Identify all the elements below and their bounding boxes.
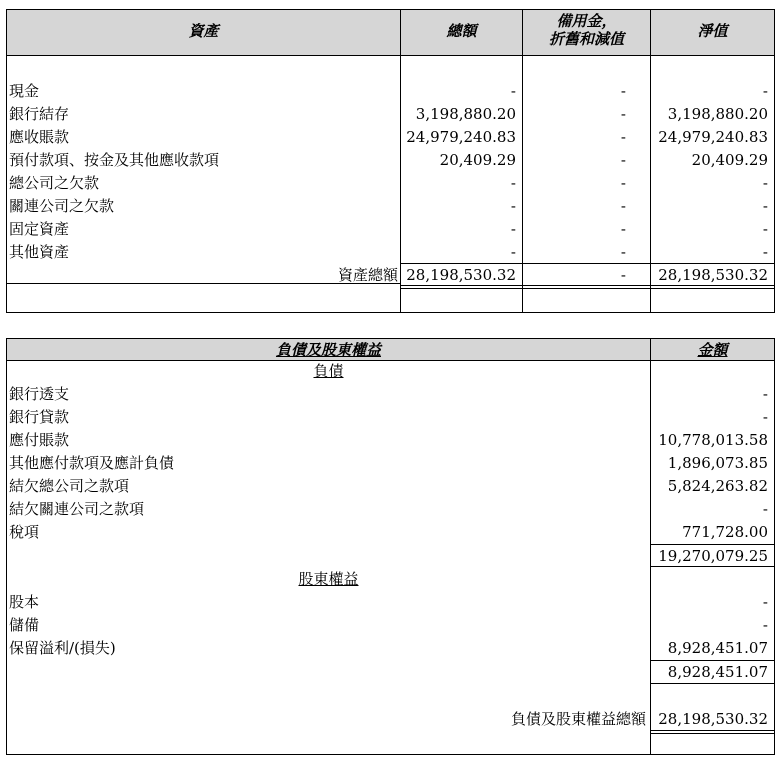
liability-amount: -	[762, 408, 768, 426]
asset-provision: -	[620, 174, 626, 192]
assets-total-label: 資產總額	[337, 266, 398, 284]
assets-total-gross: 28,198,530.32	[406, 266, 516, 284]
liability-label: 應付賬款	[9, 431, 70, 449]
asset-net: -	[762, 243, 768, 261]
asset-provision: -	[620, 197, 626, 215]
equity-label: 儲備	[9, 616, 40, 634]
equity-amount: -	[762, 616, 768, 634]
asset-net: 24,979,240.83	[658, 128, 768, 146]
liability-label: 銀行貸款	[9, 408, 70, 426]
assets-total-provision: -	[620, 266, 626, 284]
asset-gross: -	[510, 197, 516, 215]
asset-net: -	[762, 220, 768, 238]
liabilities-equity-total-label: 負債及股東權益總額	[510, 710, 646, 728]
liability-amount: -	[762, 385, 768, 403]
liabilities-header-amount: 金額	[697, 341, 728, 359]
assets-header-provision: 備用金， 折舊和減值	[548, 12, 624, 48]
liability-amount: 771,728.00	[682, 523, 768, 541]
asset-label: 預付款項、按金及其他應收款項	[9, 151, 220, 169]
assets-header-net: 淨值	[697, 22, 728, 40]
equity-amount: -	[762, 593, 768, 611]
asset-provision: -	[620, 105, 626, 123]
asset-gross: 24,979,240.83	[406, 128, 516, 146]
asset-net: -	[762, 174, 768, 192]
asset-label: 現金	[9, 82, 40, 100]
liabilities-section-title: 負債	[313, 362, 344, 380]
liability-label: 銀行透支	[9, 385, 70, 403]
assets-header-gross: 總額	[446, 22, 477, 40]
equity-label: 股本	[9, 593, 40, 611]
liability-label: 稅項	[9, 523, 40, 541]
liability-label: 其他應付款項及應計負債	[9, 454, 175, 472]
asset-net: -	[762, 82, 768, 100]
liability-amount: -	[762, 500, 768, 518]
asset-gross: 3,198,880.20	[415, 105, 516, 123]
asset-provision: -	[620, 220, 626, 238]
asset-label: 關連公司之欠款	[9, 197, 115, 215]
liability-label: 結欠總公司之款項	[9, 477, 130, 495]
asset-label: 銀行結存	[9, 105, 70, 123]
liabilities-header-item: 負債及股東權益	[275, 341, 381, 359]
asset-provision: -	[620, 243, 626, 261]
liabilities-equity-total-amount: 28,198,530.32	[658, 710, 768, 728]
asset-net: 20,409.29	[691, 151, 768, 169]
asset-net: 3,198,880.20	[667, 105, 768, 123]
asset-label: 其他資產	[9, 243, 70, 261]
liabilities-subtotal: 19,270,079.25	[658, 547, 768, 565]
liability-label: 結欠關連公司之款項	[9, 500, 145, 518]
equity-label: 保留溢利/(損失)	[9, 639, 116, 657]
assets-total-net: 28,198,530.32	[658, 266, 768, 284]
asset-label: 固定資產	[9, 220, 70, 238]
asset-gross: -	[510, 82, 516, 100]
asset-provision: -	[620, 151, 626, 169]
asset-label: 應收賬款	[9, 128, 70, 146]
equity-section-title: 股東權益	[298, 570, 359, 588]
asset-provision: -	[620, 128, 626, 146]
equity-amount: 8,928,451.07	[667, 639, 768, 657]
asset-label: 總公司之欠款	[9, 174, 100, 192]
asset-net: -	[762, 197, 768, 215]
asset-gross: -	[510, 174, 516, 192]
asset-gross: -	[510, 220, 516, 238]
equity-subtotal: 8,928,451.07	[667, 663, 768, 681]
liability-amount: 5,824,263.82	[667, 477, 768, 495]
liability-amount: 10,778,013.58	[658, 431, 768, 449]
assets-header-item: 資產	[188, 22, 219, 40]
asset-gross: -	[510, 243, 516, 261]
liability-amount: 1,896,073.85	[667, 454, 768, 472]
asset-gross: 20,409.29	[439, 151, 516, 169]
asset-provision: -	[620, 82, 626, 100]
